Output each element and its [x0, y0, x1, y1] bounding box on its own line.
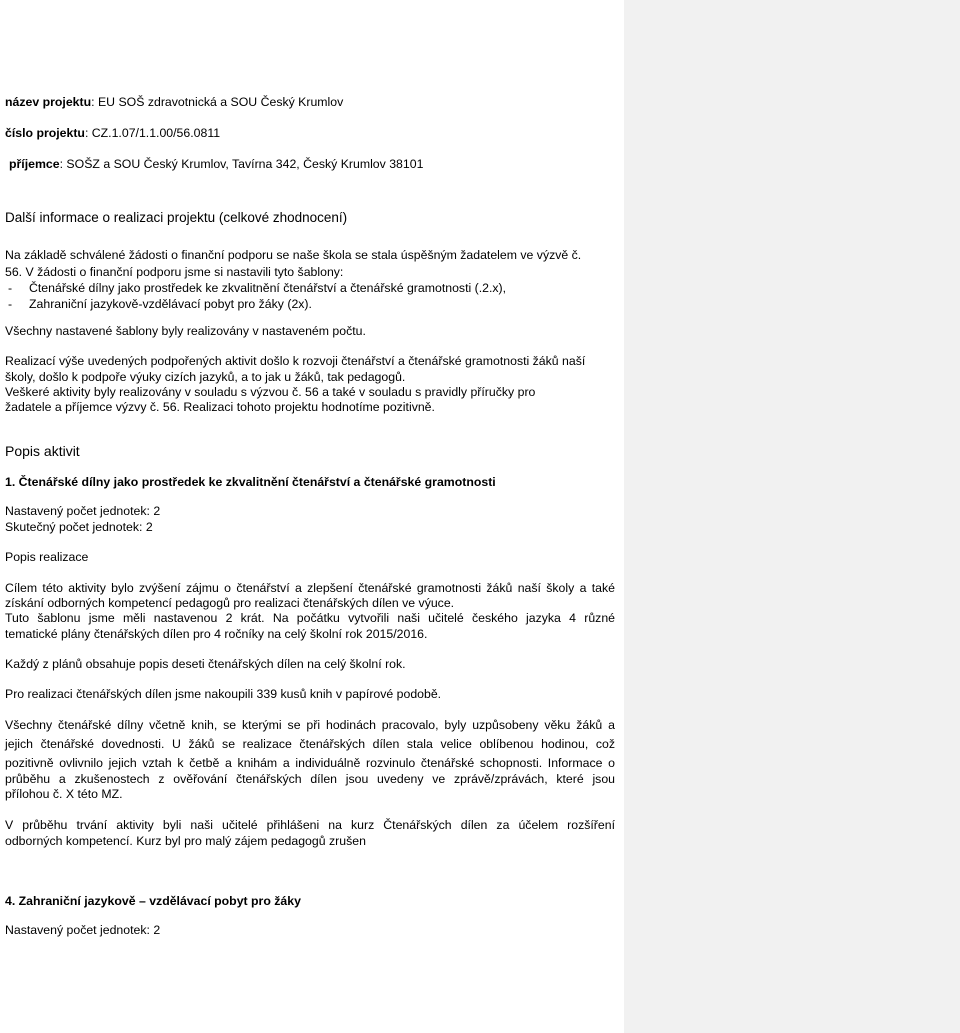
p5-line2: odborných kompetencí. Kurz byl pro malý zájem pedagogů zrušen — [5, 834, 366, 848]
activity4-title-text: 4. Zahraniční jazykově – vzdělávací pobyt pro žáky — [5, 894, 301, 908]
p5-line1: V průběhu trvání aktivity byli naši učitelé přihlášeni na kurz Čtenářských dílen za účelem rozšíření — [5, 818, 615, 832]
p4-line2: jejich čtenářské dovednosti. U žáků se realizace čtenářských dílen stala velice oblíbenou hodinou, což — [5, 737, 615, 751]
project-name-line — [5, 95, 343, 110]
activity1-actual-units: Skutečný počet jednotek: 2 — [5, 520, 153, 534]
project-name-label: název projektu — [5, 95, 92, 109]
p1-line1: Cílem této aktivity bylo zvýšení zájmu o čtenářství a zlepšení čtenářské gramotnosti žáků naší školy a také — [5, 581, 615, 595]
project-name-value: : EU SOŠ zdravotnická a SOU Český Krumlov — [91, 95, 344, 109]
recipient-label: příjemce — [9, 157, 60, 171]
recipient-value: : SOŠZ a SOU Český Krumlov, Tavírna 342, Český Krumlov 38101 — [59, 157, 424, 171]
p4-line5: přílohou č. X této MZ. — [5, 787, 123, 801]
p4-line4: průběhu a zkušenostech z ověřování čtenářských dílen jsou uvedeny ve zprávě/zprávách, které jsou — [5, 772, 615, 786]
bullet-text: Čtenářské dílny jako prostředek ke zkvalitnění čtenářství a čtenářské gramotnosti (.2.x), — [29, 281, 507, 295]
realization-label: Popis realizace — [5, 550, 89, 564]
project-number-label: číslo projektu — [5, 126, 85, 140]
result-line3: Veškeré aktivity byly realizovány v souladu s výzvou č. 56 a také v souladu s pravidly příručky pro — [5, 385, 536, 399]
bullet-dash: - — [8, 297, 13, 311]
project-number-line — [5, 126, 220, 141]
activities-heading: Popis aktivit — [5, 443, 80, 459]
info-intro-line2: 56. V žádosti o finanční podporu jsme si nastavili tyto šablony: — [5, 265, 344, 279]
activity1-title — [5, 475, 496, 490]
p4-line1: Všechny čtenářské dílny včetně knih, se kterými se při hodinách pracovalo, byly uzpůsobeny věku žáků a — [5, 718, 615, 732]
info-intro-line1: Na základě schválené žádosti o finanční podporu se naše škola se stala úspěšným žadatelem ve výzvě č. — [5, 248, 582, 262]
result-line4: žadatele a příjemce výzvy č. 56. Realizaci tohoto projektu hodnotíme pozitivně. — [5, 400, 435, 414]
activity1-planned-units: Nastavený počet jednotek: 2 — [5, 504, 161, 518]
all-realized-text: Všechny nastavené šablony byly realizovány v nastaveném počtu. — [5, 324, 366, 338]
activity4-title — [5, 894, 301, 909]
comment-margin-pane — [624, 0, 960, 1033]
p1-line2: získání odborných kompetencí pedagogů pro realizaci čtenářských dílen ve výuce. — [5, 596, 455, 610]
result-line2: školy, došlo k podpoře výuky cizích jazyků, a to jak u žáků, tak pedagogů. — [5, 370, 406, 384]
result-line1: Realizací výše uvedených podpořených aktivit došlo k rozvoji čtenářství a čtenářské gramotnosti žáků naší — [5, 354, 586, 368]
activity4-planned-units: Nastavený počet jednotek: 2 — [5, 923, 161, 937]
p1-line4: tematické plány čtenářských dílen pro 4 ročníky na celý školní rok 2015/2016. — [5, 627, 428, 641]
project-number-value: : CZ.1.07/1.1.00/56.0811 — [84, 126, 221, 140]
p4-line3: pozitivně ovlivnilo jejich vztah k četbě a knihám a individuálně rozvinulo čtenářské schopnosti. Informace o — [5, 756, 615, 770]
bullet-dash: - — [8, 281, 13, 295]
p1-line3: Tuto šablonu jsme měli nastavenou 2 krát. Na počátku vytvořili naši učitelé českého jazyka 4 různé — [5, 611, 615, 625]
p3: Pro realizaci čtenářských dílen jsme nakoupili 339 kusů knih v papírové podobě. — [5, 687, 442, 701]
activity1-title-text: 1. Čtenářské dílny jako prostředek ke zkvalitnění čtenářství a čtenářské gramotnosti — [5, 475, 496, 489]
p2: Každý z plánů obsahuje popis deseti čtenářských dílen na celý školní rok. — [5, 657, 406, 671]
info-heading: Další informace o realizaci projektu (celkové zhodnocení) — [5, 210, 348, 225]
recipient-line — [9, 157, 423, 172]
bullet-text: Zahraniční jazykově-vzdělávací pobyt pro žáky (2x). — [29, 297, 312, 311]
